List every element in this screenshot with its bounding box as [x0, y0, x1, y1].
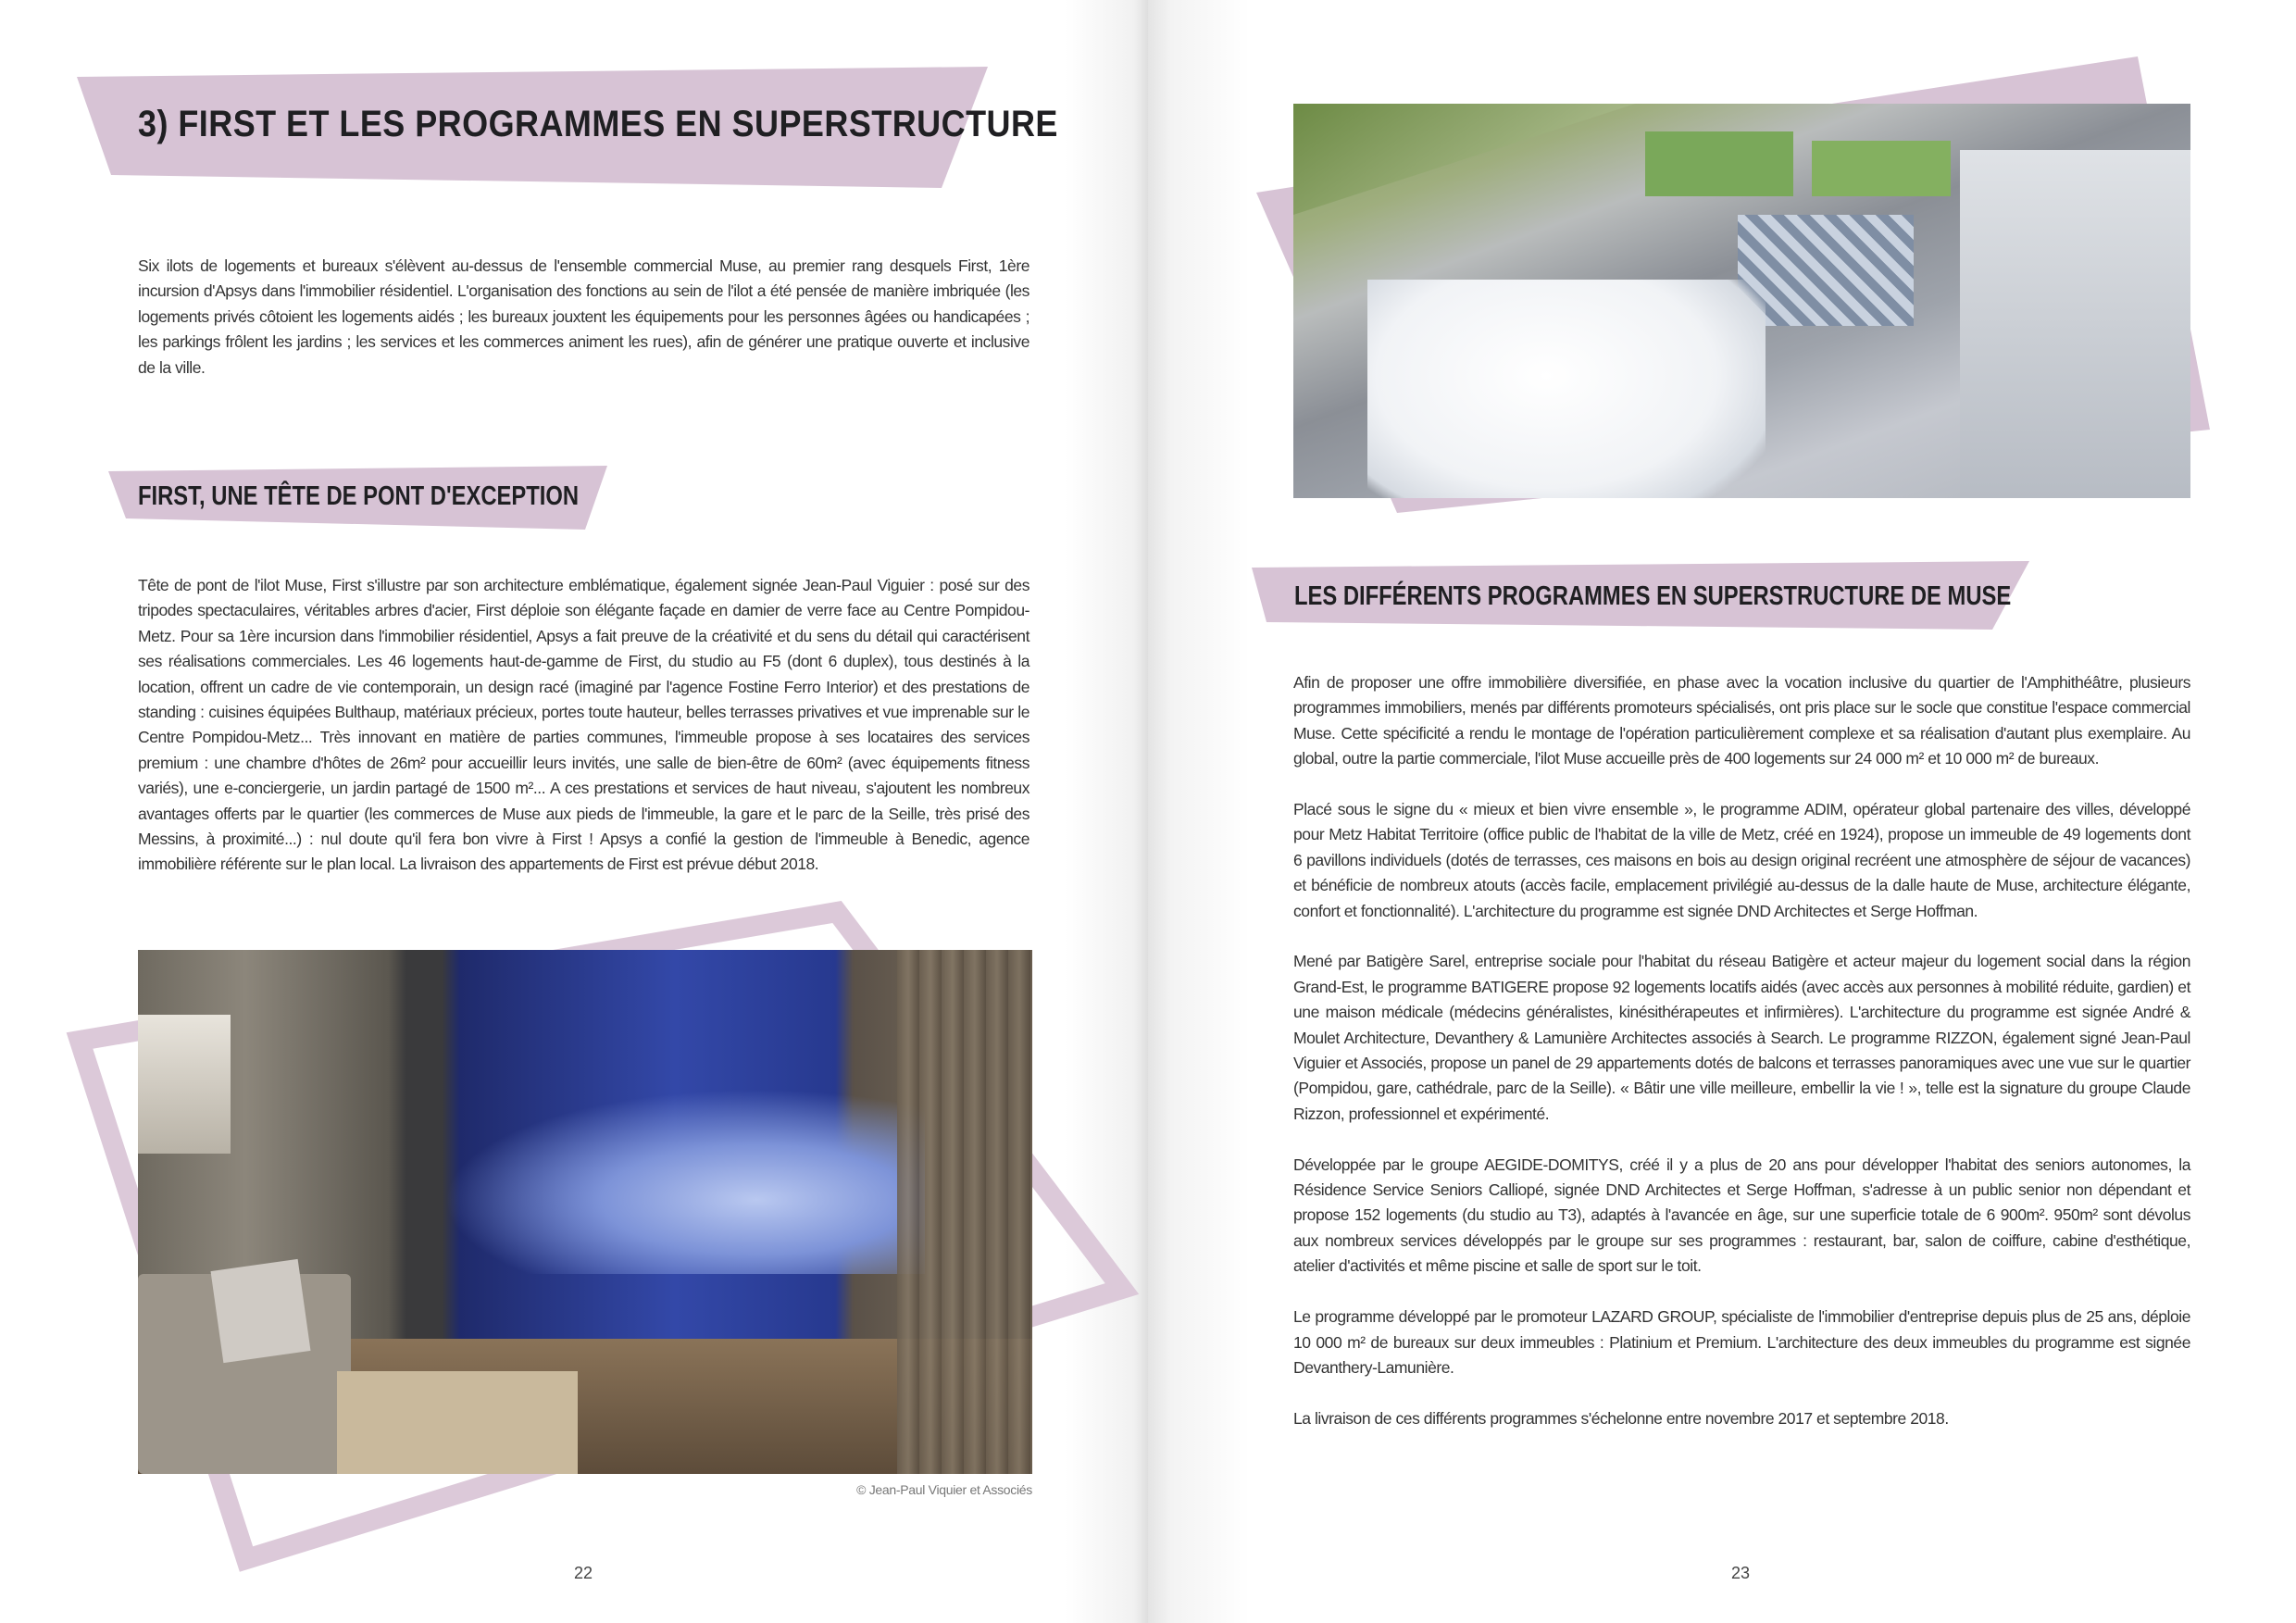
coffee-table: [337, 1371, 578, 1474]
first-text: Tête de pont de l'ilot Muse, First s'illustre par son architecture emblématique, également signée Jean-Paul Viguier : posé sur des tripodes spectaculaires, véritables arbres d'acier, First déploie son élégante façade en damier de verre face au Centre Pompidou-Metz. Pour sa 1ère incursion dans l'immobilier résidentiel, Apsys a fait preuve de la créativité et du sens du détail qui caractérisent ses réalisations commerciales. Les 46 logements haut-de-gamme de First, du studio au F5 (dont 6 duplex), tous destinés à la location, offrent un cadre de vie contemporain, un design racé (imaginé par l'agence Fostine Ferro Interior) et des prestations de standing : cuisines équipées Bulthaup, matériaux précieux, portes toute hauteur, belles terrasses privatives et vue imprenable sur le Centre Pompidou-Metz... Très innovant en matière de parties communes, l'immeuble propose à ses locataires des services premium : une chambre d'hôtes de 26m² pour accueillir leurs invités, une salle de bien-être de 60m² (avec équipements fitness variés), une e-conciergerie, un jardin partagé de 1500 m²... A ces prestations et services de haut niveau, s'ajoutent les nombreux avantages offerts par le quartier (les commerces de Muse aux pieds de l'immeuble, la gare et le parc de la Seille, très prisé des Messins, à proximité...) : nul doute qu'il fera bon vivre à First ! Apsys a confié la gestion de l'immeuble à Benedic, agence immobilière référente sur le plan local. La livraison des appartements de First est prévue début 2018.: [138, 576, 1029, 874]
wall-painting: [138, 1015, 231, 1154]
first-paragraph: [138, 573, 1029, 903]
intro-paragraph: [138, 254, 1029, 406]
photo-caption: © Jean-Paul Viquier et Associés: [856, 1482, 1032, 1497]
park-area: [1293, 104, 1682, 215]
pompidou-roof: [1367, 280, 1766, 498]
paragraph: La livraison de ces différents programmes s'échelonne entre novembre 2017 et septembre 2018.: [1293, 1408, 1949, 1428]
pompidou-roof-shape: [443, 1089, 925, 1274]
section-heading-programmes: LES DIFFÉRENTS PROGRAMMES EN SUPERSTRUCTURE DE MUSE: [1294, 581, 2012, 611]
aerial-view-photo: [1293, 104, 2190, 498]
page-number-left: 22: [574, 1564, 593, 1582]
page-number-right: 23: [1731, 1564, 1751, 1582]
programmes-text: [1293, 670, 2190, 1457]
interior-balcony-photo: [138, 950, 1032, 1474]
section-heading-first: FIRST, UNE TÊTE DE PONT D'EXCEPTION: [138, 481, 580, 511]
cushion: [211, 1259, 311, 1363]
green-roof: [1645, 131, 1793, 196]
paragraph: Développée par le groupe AEGIDE-DOMITYS, créé il y a plus de 20 ans pour développer l'habitat des seniors autonomes, la Résidence Service Seniors Calliopé, signée DND Architectes et Serge Hoffman, s'adresse à un public senior non dépendant et propose 152 logements (du studio au T3), adaptés à l'avancée en âge, sur une superficie totale de 6 900m². 950m² sont dévolus aux nombreux services développés par le groupe sur ses programmes : restaurant, bar, salon de coiffure, cabine d'esthétique, atelier d'activités et même piscine et salle de sport sur le toit.: [1293, 1155, 2190, 1276]
curtain: [897, 950, 1032, 1474]
paragraph: Placé sous le signe du « mieux et bien vivre ensemble », le programme ADIM, opérateur global partenaire des villes, développé pour Metz Habitat Territoire (office public de l'habitat de la ville de Metz, créé en 1924), propose un immeuble de 49 logements dont 6 pavillons individuels (dotés de terrasses, ces maisons en bois au design original recréent une atmosphère de séjour de vacances) et bénéficie de nombreux atouts (accès facile, emplacement privilégié au-dessus de la dalle haute de Muse, architecture élégante, confort et fonctionnalité). L'architecture du programme est signée DND Architectes et Serge Hoffman.: [1293, 800, 2190, 920]
page-title: 3) FIRST ET LES PROGRAMMES EN SUPERSTRUCTURE: [138, 104, 1058, 144]
intro-text: Six ilots de logements et bureaux s'élèvent au-dessus de l'ensemble commercial Muse, au premier rang desquels First, 1ère incursion d'Apsys dans l'immobilier résidentiel. L'organisation des fonctions au sein de l'ilot a été pensée de manière imbriquée (les logements privés côtoient les logements aidés ; les bureaux jouxtent les équipements pour les personnes âgées ou handicapées ; les parkings frôlent les jardins ; les services et les commerces animent les rues), afin de générer une pratique ouverte et inclusive de la ville.: [138, 256, 1029, 377]
paragraph: Afin de proposer une offre immobilière diversifiée, en phase avec la vocation inclusive du quartier de l'Amphithéâtre, plusieurs programmes immobiliers, menés par différents promoteurs spécialisés, ont pris place sur le socle que constitue l'espace commercial Muse. Cette spécificité a rendu le montage de l'opération particulièrement complexe et sa réalisation d'autant plus exemplaire. Au global, outre la partie commerciale, l'ilot Muse accueille près de 400 logements sur 24 000 m² et 10 000 m² de bureaux.: [1293, 673, 2190, 768]
office-buildings: [1960, 150, 2190, 498]
paragraph: Le programme développé par le promoteur LAZARD GROUP, spécialiste de l'immobilier d'entreprise depuis plus de 25 ans, déploie 10 000 m² de bureaux sur deux immeubles : Platinium et Premium. L'architecture des deux immeubles du programme est signée Devanthery-Lamunière.: [1293, 1307, 2190, 1377]
paragraph: Mené par Batigère Sarel, entreprise sociale pour l'habitat du réseau Batigère et acteur majeur du logement social dans la région Grand-Est, le programme BATIGERE propose 92 logements locatifs aidés (avec accès aux personnes à mobilité réduite, gardien) et une maison médicale (médecins généralistes, kinésithérapeutes et infirmières). L'architecture du programme est signée André & Moulet Architecture, Devanthery & Lamunière Architectes associés à Search. Le programme RIZZON, également signé Jean-Paul Viguier et Associés, propose un panel de 29 appartements dotés de balcons et terrasses panoramiques avec une vue sur le quartier (Pompidou, gare, cathédrale, parc de la Seille). « Bâtir une ville meilleure, embellir la vie ! », telle est la signature du groupe Claude Rizzon, professionnel et expérimenté.: [1293, 952, 2190, 1123]
green-roof: [1812, 141, 1951, 196]
